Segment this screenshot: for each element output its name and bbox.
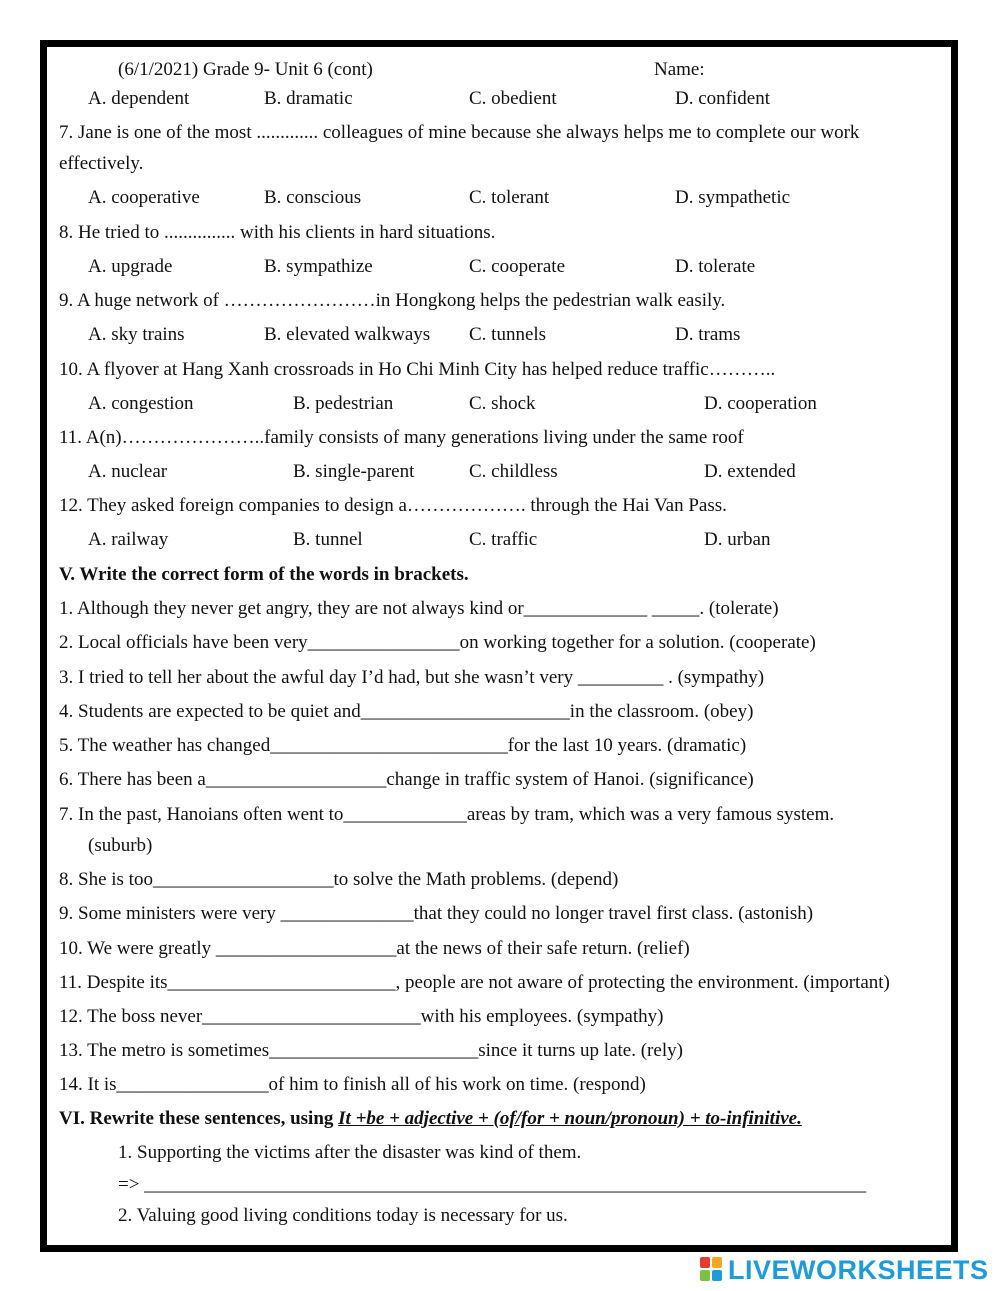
q10-option-a: A. congestion bbox=[88, 393, 194, 414]
q8-option-b: B. sympathize bbox=[264, 256, 373, 277]
s6-item-1: 1. Supporting the victims after the disaster was kind of them. bbox=[118, 1142, 582, 1163]
s5-item-5: 5. The weather has changed_________________________for the last 10 years. (dramatic) bbox=[59, 735, 747, 756]
q9-option-d: D. trams bbox=[675, 324, 741, 345]
q6-option-b: B. dramatic bbox=[264, 88, 353, 109]
s5-item-7: 7. In the past, Hanoians often went to_____________areas by tram, which was a very famous system. bbox=[59, 804, 835, 825]
q10-option-c: C. shock bbox=[469, 393, 536, 414]
logo-block-red bbox=[700, 1257, 710, 1268]
s5-item-11: 11. Despite its________________________, people are not aware of protecting the environment. (important) bbox=[59, 972, 890, 993]
q11-option-c: C. childless bbox=[469, 461, 558, 482]
section6-heading-formula: It +be + adjective + (of/for + noun/pronoun) + to-infinitive. bbox=[338, 1108, 802, 1129]
s5-item-1: 1. Although they never get angry, they are not always kind or_____________ _____. (tolerate) bbox=[59, 598, 779, 619]
logo-block-blue bbox=[712, 1270, 722, 1281]
q8-option-c: C. cooperate bbox=[469, 256, 566, 277]
q9-question: 9. A huge network of ……………………in Hongkong helps the pedestrian walk easily. bbox=[59, 290, 726, 311]
liveworksheets-logo bbox=[700, 1255, 989, 1285]
q7-option-b: B. conscious bbox=[264, 187, 362, 208]
q8-option-d: D. tolerate bbox=[675, 256, 756, 277]
logo-blocks-icon bbox=[700, 1257, 724, 1283]
s5-item-13: 13. The metro is sometimes______________________since it turns up late. (rely) bbox=[59, 1040, 683, 1061]
q11-option-d: D. extended bbox=[704, 461, 796, 482]
s6-answer-line: => ____________________________________________________________________________ bbox=[118, 1174, 867, 1195]
q12-option-a: A. railway bbox=[88, 529, 169, 550]
s5-item-10: 10. We were greatly ___________________at the news of their safe return. (relief) bbox=[59, 938, 690, 959]
q11-option-b: B. single-parent bbox=[293, 461, 415, 482]
q6-option-d: D. confident bbox=[675, 88, 770, 109]
q7-option-a: A. cooperative bbox=[88, 187, 200, 208]
q10-option-b: B. pedestrian bbox=[293, 393, 394, 414]
section6-heading bbox=[59, 1107, 802, 1131]
s6-item-2: 2. Valuing good living conditions today is necessary for us. bbox=[118, 1205, 568, 1226]
q7-option-d: D. sympathetic bbox=[675, 187, 791, 208]
q6-option-c: C. obedient bbox=[469, 88, 557, 109]
s5-item-2: 2. Local officials have been very________________on working together for a solution. (cooperate) bbox=[59, 632, 816, 653]
q11-question: 11. A(n)…………………..family consists of many generations living under the same roof bbox=[59, 427, 744, 448]
s5-item-6: 6. There has been a___________________change in traffic system of Hanoi. (significance) bbox=[59, 769, 754, 790]
q9-option-c: C. tunnels bbox=[469, 324, 547, 345]
q9-option-a: A. sky trains bbox=[88, 324, 185, 345]
s5-item-4: 4. Students are expected to be quiet and______________________in the classroom. (obey) bbox=[59, 701, 754, 722]
section6-heading-prefix: VI. Rewrite these sentences, using bbox=[59, 1108, 339, 1129]
q7-question-line2: effectively. bbox=[59, 153, 144, 174]
s5-item-12: 12. The boss never_______________________with his employees. (sympathy) bbox=[59, 1006, 664, 1027]
q12-question: 12. They asked foreign companies to design a………………. through the Hai Van Pass. bbox=[59, 495, 727, 516]
q8-question: 8. He tried to ............... with his clients in hard situations. bbox=[59, 222, 496, 243]
logo-block-orange bbox=[712, 1257, 722, 1268]
q10-question: 10. A flyover at Hang Xanh crossroads in Ho Chi Minh City has helped reduce traffic……….. bbox=[59, 359, 776, 380]
q7-question-line1: 7. Jane is one of the most ............. colleagues of mine because she always helps me to complete our work bbox=[59, 122, 860, 143]
s5-item-7-cont: (suburb) bbox=[88, 835, 153, 856]
section5-heading: V. Write the correct form of the words in brackets. bbox=[59, 564, 469, 585]
s5-item-8: 8. She is too___________________to solve the Math problems. (depend) bbox=[59, 869, 619, 890]
q11-option-a: A. nuclear bbox=[88, 461, 168, 482]
name-label: Name: bbox=[654, 59, 705, 80]
s5-item-14: 14. It is________________of him to finish all of his work on time. (respond) bbox=[59, 1074, 646, 1095]
worksheet-title: (6/1/2021) Grade 9- Unit 6 (cont) bbox=[118, 59, 373, 80]
s5-item-9: 9. Some ministers were very ______________that they could no longer travel first class. (astonish) bbox=[59, 903, 814, 924]
q10-option-d: D. cooperation bbox=[704, 393, 817, 414]
q9-option-b: B. elevated walkways bbox=[264, 324, 431, 345]
q7-option-c: C. tolerant bbox=[469, 187, 550, 208]
q8-option-a: A. upgrade bbox=[88, 256, 173, 277]
logo-block-green bbox=[700, 1270, 710, 1281]
q12-option-c: C. traffic bbox=[469, 529, 538, 550]
q12-option-b: B. tunnel bbox=[293, 529, 363, 550]
logo-text: LIVEWORKSHEETS bbox=[728, 1254, 989, 1285]
q6-option-a: A. dependent bbox=[88, 88, 190, 109]
q12-option-d: D. urban bbox=[704, 529, 771, 550]
s5-item-3: 3. I tried to tell her about the awful day I’d had, but she wasn’t very _________ . (sympathy) bbox=[59, 667, 765, 688]
